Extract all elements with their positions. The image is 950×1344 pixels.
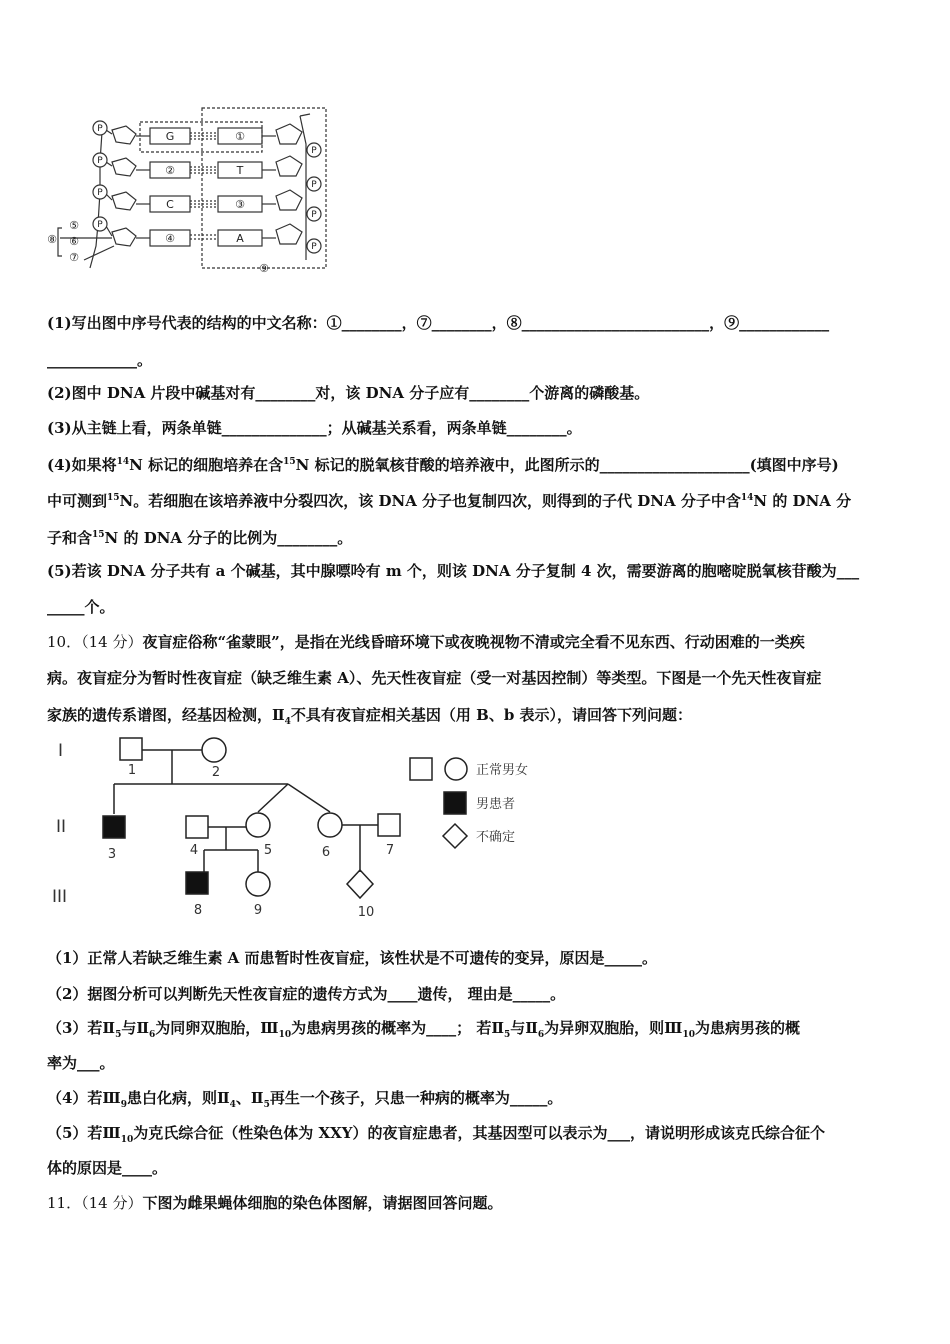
q9-part3: (3)从主链上看，两条单链______________；从碱基关系看，两条单链________。 [47,419,582,437]
label-5: ⑤ [69,219,79,232]
individual-II3 [103,816,125,838]
svg-text:P: P [311,180,317,190]
q10-intro-line3: 家族的遗传系谱图，经基因检测，$Ⅱ_4$不具有夜盲症相关基因（用 B、b 表示），请回答下列问题： [47,706,693,727]
q10-intro-line2: 病。夜盲症分为暂时性夜盲症（缺乏维生素 A）、先天性夜盲症（受一对基因控制）等类型。下图是一个先天性夜盲症 [47,669,822,687]
legend-normal-male-icon [410,758,432,780]
q9-part5-line2: _____个。 [47,598,115,616]
svg-text:P: P [97,156,103,166]
svg-text:P: P [311,146,317,156]
svg-text:1: 1 [127,763,137,778]
pedigree-chart [48,732,608,927]
svg-text:6: 6 [321,845,331,860]
q9-part4-line2: 中可测到$^{15}$N。若细胞在该培养液中分裂四次，该 DNA 分子也复制四次，则得到的子代 DNA 分子中含$^{14}$N 的 DNA 分 [47,492,852,510]
q10-number: 10．（14 分） [47,633,143,651]
label-9: ⑨ [259,262,269,275]
q10-answer3-line1: （3）若$Ⅱ_5$与$Ⅱ_6$为同卵双胞胎，$Ⅲ_{10}$为患病男孩的概率为____； 若$Ⅱ_5$与$Ⅱ_6$为异卵双胞胎，则$Ⅲ_{10}$为患病男孩的概 [47,1019,800,1040]
individual-II4 [186,816,208,838]
individual-III9 [246,872,270,896]
legend-normal-label: 正常男女 [476,763,529,778]
q9-part4-line3: 子和含$^{15}$N 的 DNA 分子的比例为________。 [47,529,353,547]
base-left-3: C [166,198,174,211]
legend-patient-icon [444,792,466,814]
right-strand [262,114,310,260]
base-right-1: ① [235,130,245,143]
svg-text:P: P [97,220,103,230]
label-6: ⑥ [69,235,79,248]
q9-part4-line1: (4)如果将$^{14}$N 标记的细胞培养在含$^{15}$N 标记的脱氧核苷酸的培养液中，此图所示的____________________(填图中序号) [47,456,839,474]
q10-answer1: （1）正常人若缺乏维生素 A 而患暂时性夜盲症，该性状是不可遗传的变异，原因是_____。 [47,949,658,967]
svg-text:9: 9 [253,903,263,918]
svg-text:P: P [311,210,317,220]
svg-text:5: 5 [263,843,273,858]
label-8: ⑧ [47,233,57,246]
q9-part1-line2: ____________。 [47,351,153,369]
individual-I1 [120,738,142,760]
generation-II: II [56,817,67,837]
base-left-1: G [165,130,175,143]
legend-unknown-label: 不确定 [476,830,516,845]
svg-text:P: P [97,188,103,198]
legend-patient-label: 男患者 [476,797,516,812]
generation-I: I [58,741,64,761]
q11-intro: 11．（14 分）下图为雌果蝇体细胞的染色体图解，请据图回答问题。 [47,1194,503,1212]
individual-II7 [378,814,400,836]
svg-text:4: 4 [189,843,199,858]
individual-II5 [246,813,270,837]
individual-III10 [347,870,373,898]
q10-answer5-line2: 体的原因是____。 [47,1159,168,1177]
q10-intro-line1: 10．（14 分）夜盲症俗称“雀蒙眼”，是指在光线昏暗环境下或夜晚视物不清或完全看不见东西、行动困难的一类疾 [47,633,805,651]
generation-III: III [52,887,68,907]
phosphate-label: P [97,124,103,134]
legend-normal-female-icon [445,758,467,780]
individual-I2 [202,738,226,762]
q9-part5-line1: (5)若该 DNA 分子共有 a 个碱基，其中腺嘌呤有 m 个，则该 DNA 分子复制 4 次，需要游离的胞嘧啶脱氧核苷酸为___ [47,562,860,580]
svg-text:8: 8 [193,903,203,918]
label-7: ⑦ [69,251,79,264]
base-left-4: ④ [165,232,175,245]
q11-number: 11．（14 分） [47,1194,143,1212]
q10-answer5-line1: （5）若$Ⅲ_{10}$为克氏综合征（性染色体为 XXY）的夜盲症患者，其基因型可以表示为___，请说明形成该克氏综合征个 [47,1124,825,1145]
svg-text:P: P [311,242,317,252]
svg-text:7: 7 [385,843,395,858]
q10-answer2: （2）据图分析可以判断先天性夜盲症的遗传方式为____遗传， 理由是_____。 [47,985,566,1003]
base-left-2: ② [165,164,175,177]
legend-unknown-icon [443,824,467,848]
q9-part2: (2)图中 DNA 片段中碱基对有________对，该 DNA 分子应有________个游离的磷酸基。 [47,384,650,402]
base-right-4: A [236,232,244,245]
q10-answer4: （4）若$Ⅲ_9$患白化病，则$Ⅱ_4$、$Ⅱ_5$再生一个孩子，只患一种病的概率为_____。 [47,1089,563,1110]
svg-text:10: 10 [357,905,375,920]
dna-diagram [44,100,334,276]
svg-text:2: 2 [211,765,221,780]
svg-text:3: 3 [107,847,117,862]
individual-III8 [186,872,208,894]
q10-answer3-line2: 率为___。 [47,1054,115,1072]
base-right-3: ③ [235,198,245,211]
base-right-2: T [236,164,244,177]
q9-part1-line1: (1)写出图中序号代表的结构的中文名称：①________，⑦________，⑧_________________________，⑨____________ [47,314,830,332]
individual-II6 [318,813,342,837]
